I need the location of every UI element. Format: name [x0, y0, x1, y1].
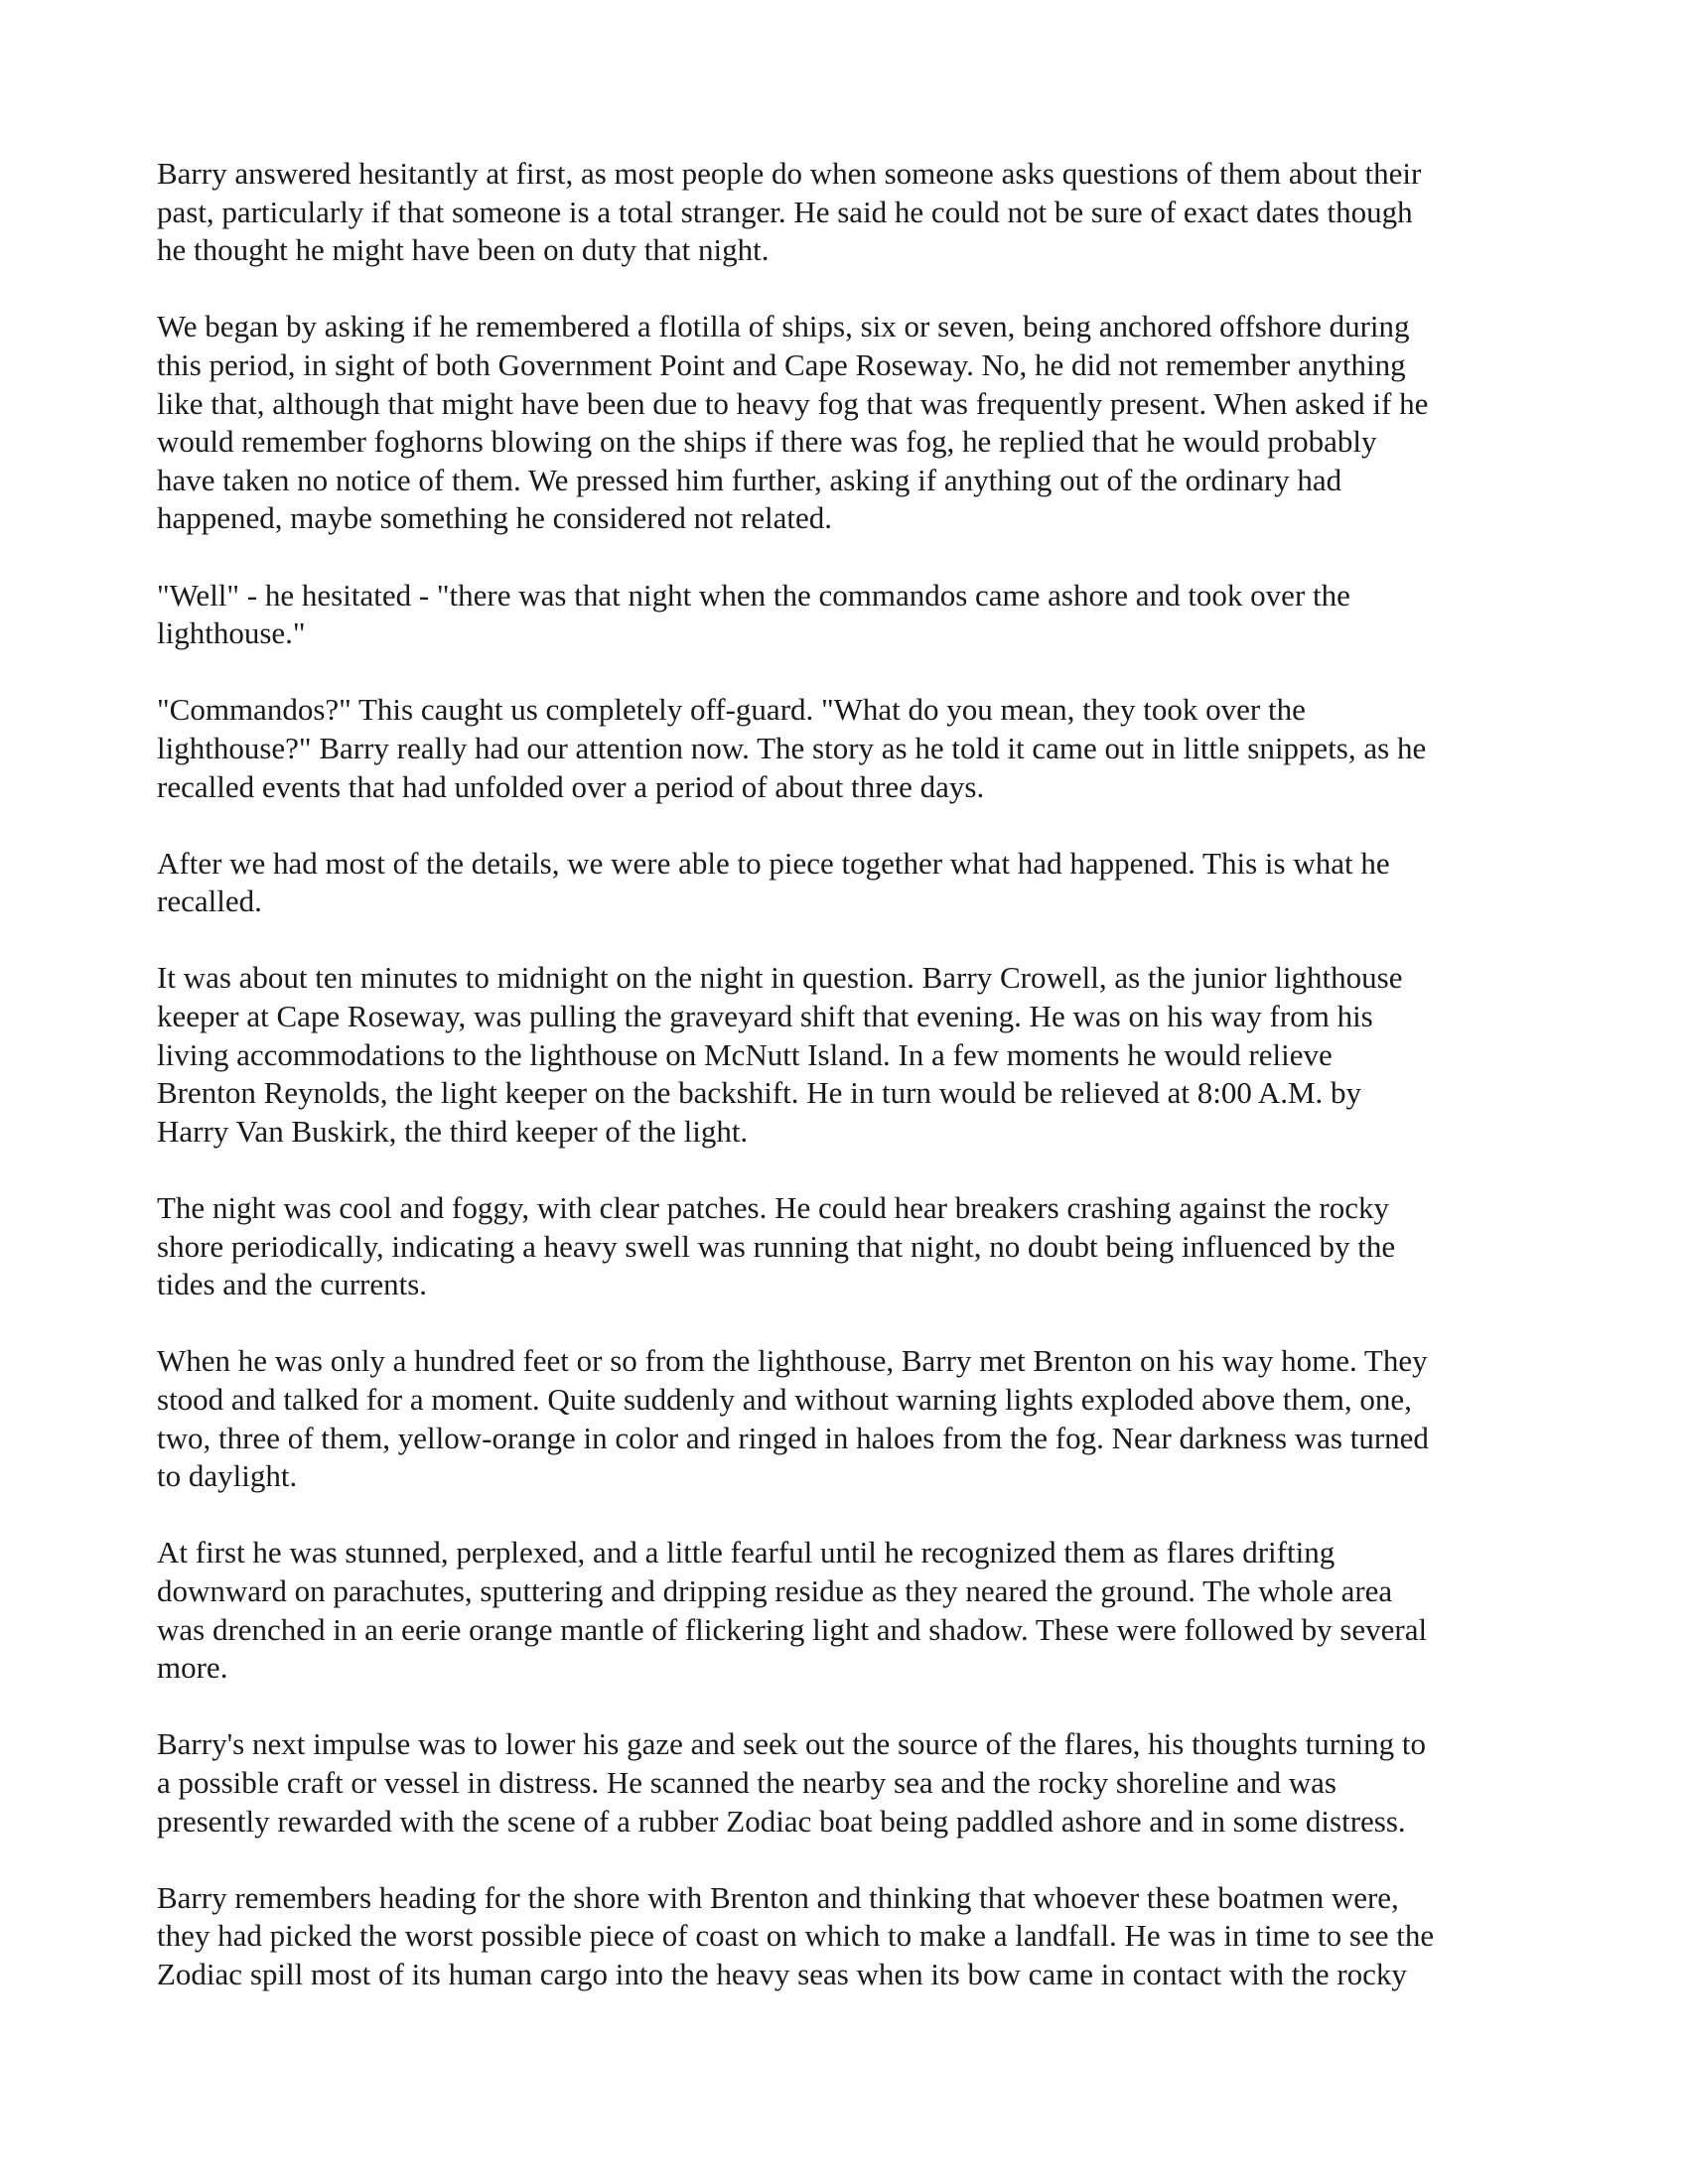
text-line: he thought he might have been on duty that night.: [157, 232, 770, 268]
paragraph-3: [157, 577, 1547, 653]
text-line: living accommodations to the lighthouse on McNutt Island. In a few moments he would relieve: [157, 1036, 1333, 1072]
paragraph-6: [157, 959, 1547, 1151]
paragraph-9: [157, 1534, 1547, 1687]
text-line: keeper at Cape Roseway, was pulling the graveyard shift that evening. He was on his way from his: [157, 999, 1373, 1034]
text-line: presently rewarded with the scene of a rubber Zodiac boat being paddled ashore and in some distress.: [157, 1803, 1406, 1839]
text-line: recalled events that had unfolded over a period of about three days.: [157, 768, 985, 804]
paragraph-2: [157, 308, 1547, 538]
text-line: When he was only a hundred feet or so from the lighthouse, Barry met Brenton on his way home. They: [157, 1343, 1428, 1379]
text-line: lighthouse?" Barry really had our attention now. The story as he told it came out in little snippets, as he: [157, 730, 1427, 765]
text-line: stood and talked for a moment. Quite suddenly and without warning lights exploded above them, one,: [157, 1382, 1412, 1417]
paragraph-11: [157, 1879, 1547, 1994]
text-line: have taken no notice of them. We pressed him further, asking if anything out of the ordinary had: [157, 462, 1342, 497]
paragraph-4: [157, 691, 1547, 806]
text-line: past, particularly if that someone is a total stranger. He said he could not be sure of exact dates though: [157, 194, 1413, 229]
text-line: would remember foghorns blowing on the ships if there was fog, he replied that he would probably: [157, 424, 1377, 460]
text-line: happened, maybe something he considered not related.: [157, 500, 833, 536]
text-line: to daylight.: [157, 1458, 298, 1494]
text-line: Brenton Reynolds, the light keeper on the backshift. He in turn would be relieved at 8:00 A.M. by: [157, 1075, 1362, 1111]
document-page: [157, 155, 1547, 2032]
text-line: was drenched in an eerie orange mantle of flickering light and shadow. These were followed by several: [157, 1611, 1428, 1647]
text-line: downward on parachutes, sputtering and dripping residue as they neared the ground. The whole area: [157, 1572, 1393, 1608]
text-line: At first he was stunned, perplexed, and a little fearful until he recognized them as flares drifting: [157, 1535, 1336, 1570]
paragraph-10: [157, 1725, 1547, 1841]
paragraph-8: [157, 1342, 1547, 1495]
text-line: recalled.: [157, 884, 262, 919]
text-line: a possible craft or vessel in distress. He scanned the nearby sea and the rocky shoreline and was: [157, 1764, 1336, 1800]
text-line: "Commandos?" This caught us completely off-guard. "What do you mean, they took over the: [157, 692, 1306, 728]
text-line: We began by asking if he remembered a flotilla of ships, six or seven, being anchored offshore during: [157, 309, 1410, 344]
text-line: like that, although that might have been due to heavy fog that was frequently present. When asked if he: [157, 385, 1429, 421]
text-line: After we had most of the details, we were able to piece together what had happened. This is what he: [157, 845, 1390, 881]
text-line: tides and the currents.: [157, 1267, 428, 1302]
text-line: more.: [157, 1650, 228, 1686]
text-line: this period, in sight of both Government Point and Cape Roseway. No, he did not remember anything: [157, 346, 1406, 382]
text-line: It was about ten minutes to midnight on the night in question. Barry Crowell, as the junior lighthouse: [157, 960, 1403, 996]
text-line: "Well" - he hesitated - "there was that night when the commandos came ashore and took over the: [157, 577, 1350, 613]
text-line: Barry's next impulse was to lower his gaze and seek out the source of the flares, his thoughts turning to: [157, 1726, 1427, 1762]
text-line: Zodiac spill most of its human cargo into the heavy seas when its bow came in contact with the rocky: [157, 1956, 1407, 1991]
paragraph-7: [157, 1189, 1547, 1304]
paragraph-5: [157, 845, 1547, 921]
text-line: shore periodically, indicating a heavy swell was running that night, no doubt being influenced by the: [157, 1228, 1396, 1264]
text-line: two, three of them, yellow-orange in color and ringed in haloes from the fog. Near darkness was turned: [157, 1420, 1429, 1455]
text-line: lighthouse.": [157, 615, 306, 651]
text-line: Barry remembers heading for the shore with Brenton and thinking that whoever these boatmen were,: [157, 1879, 1399, 1915]
text-line: Barry answered hesitantly at first, as most people do when someone asks questions of them about their: [157, 156, 1422, 191]
text-line: Harry Van Buskirk, the third keeper of the light.: [157, 1113, 749, 1149]
text-line: they had picked the worst possible piece of coast on which to make a landfall. He was in time to see the: [157, 1918, 1435, 1954]
text-line: The night was cool and foggy, with clear patches. He could hear breakers crashing against the rocky: [157, 1190, 1389, 1226]
paragraph-1: [157, 155, 1547, 270]
